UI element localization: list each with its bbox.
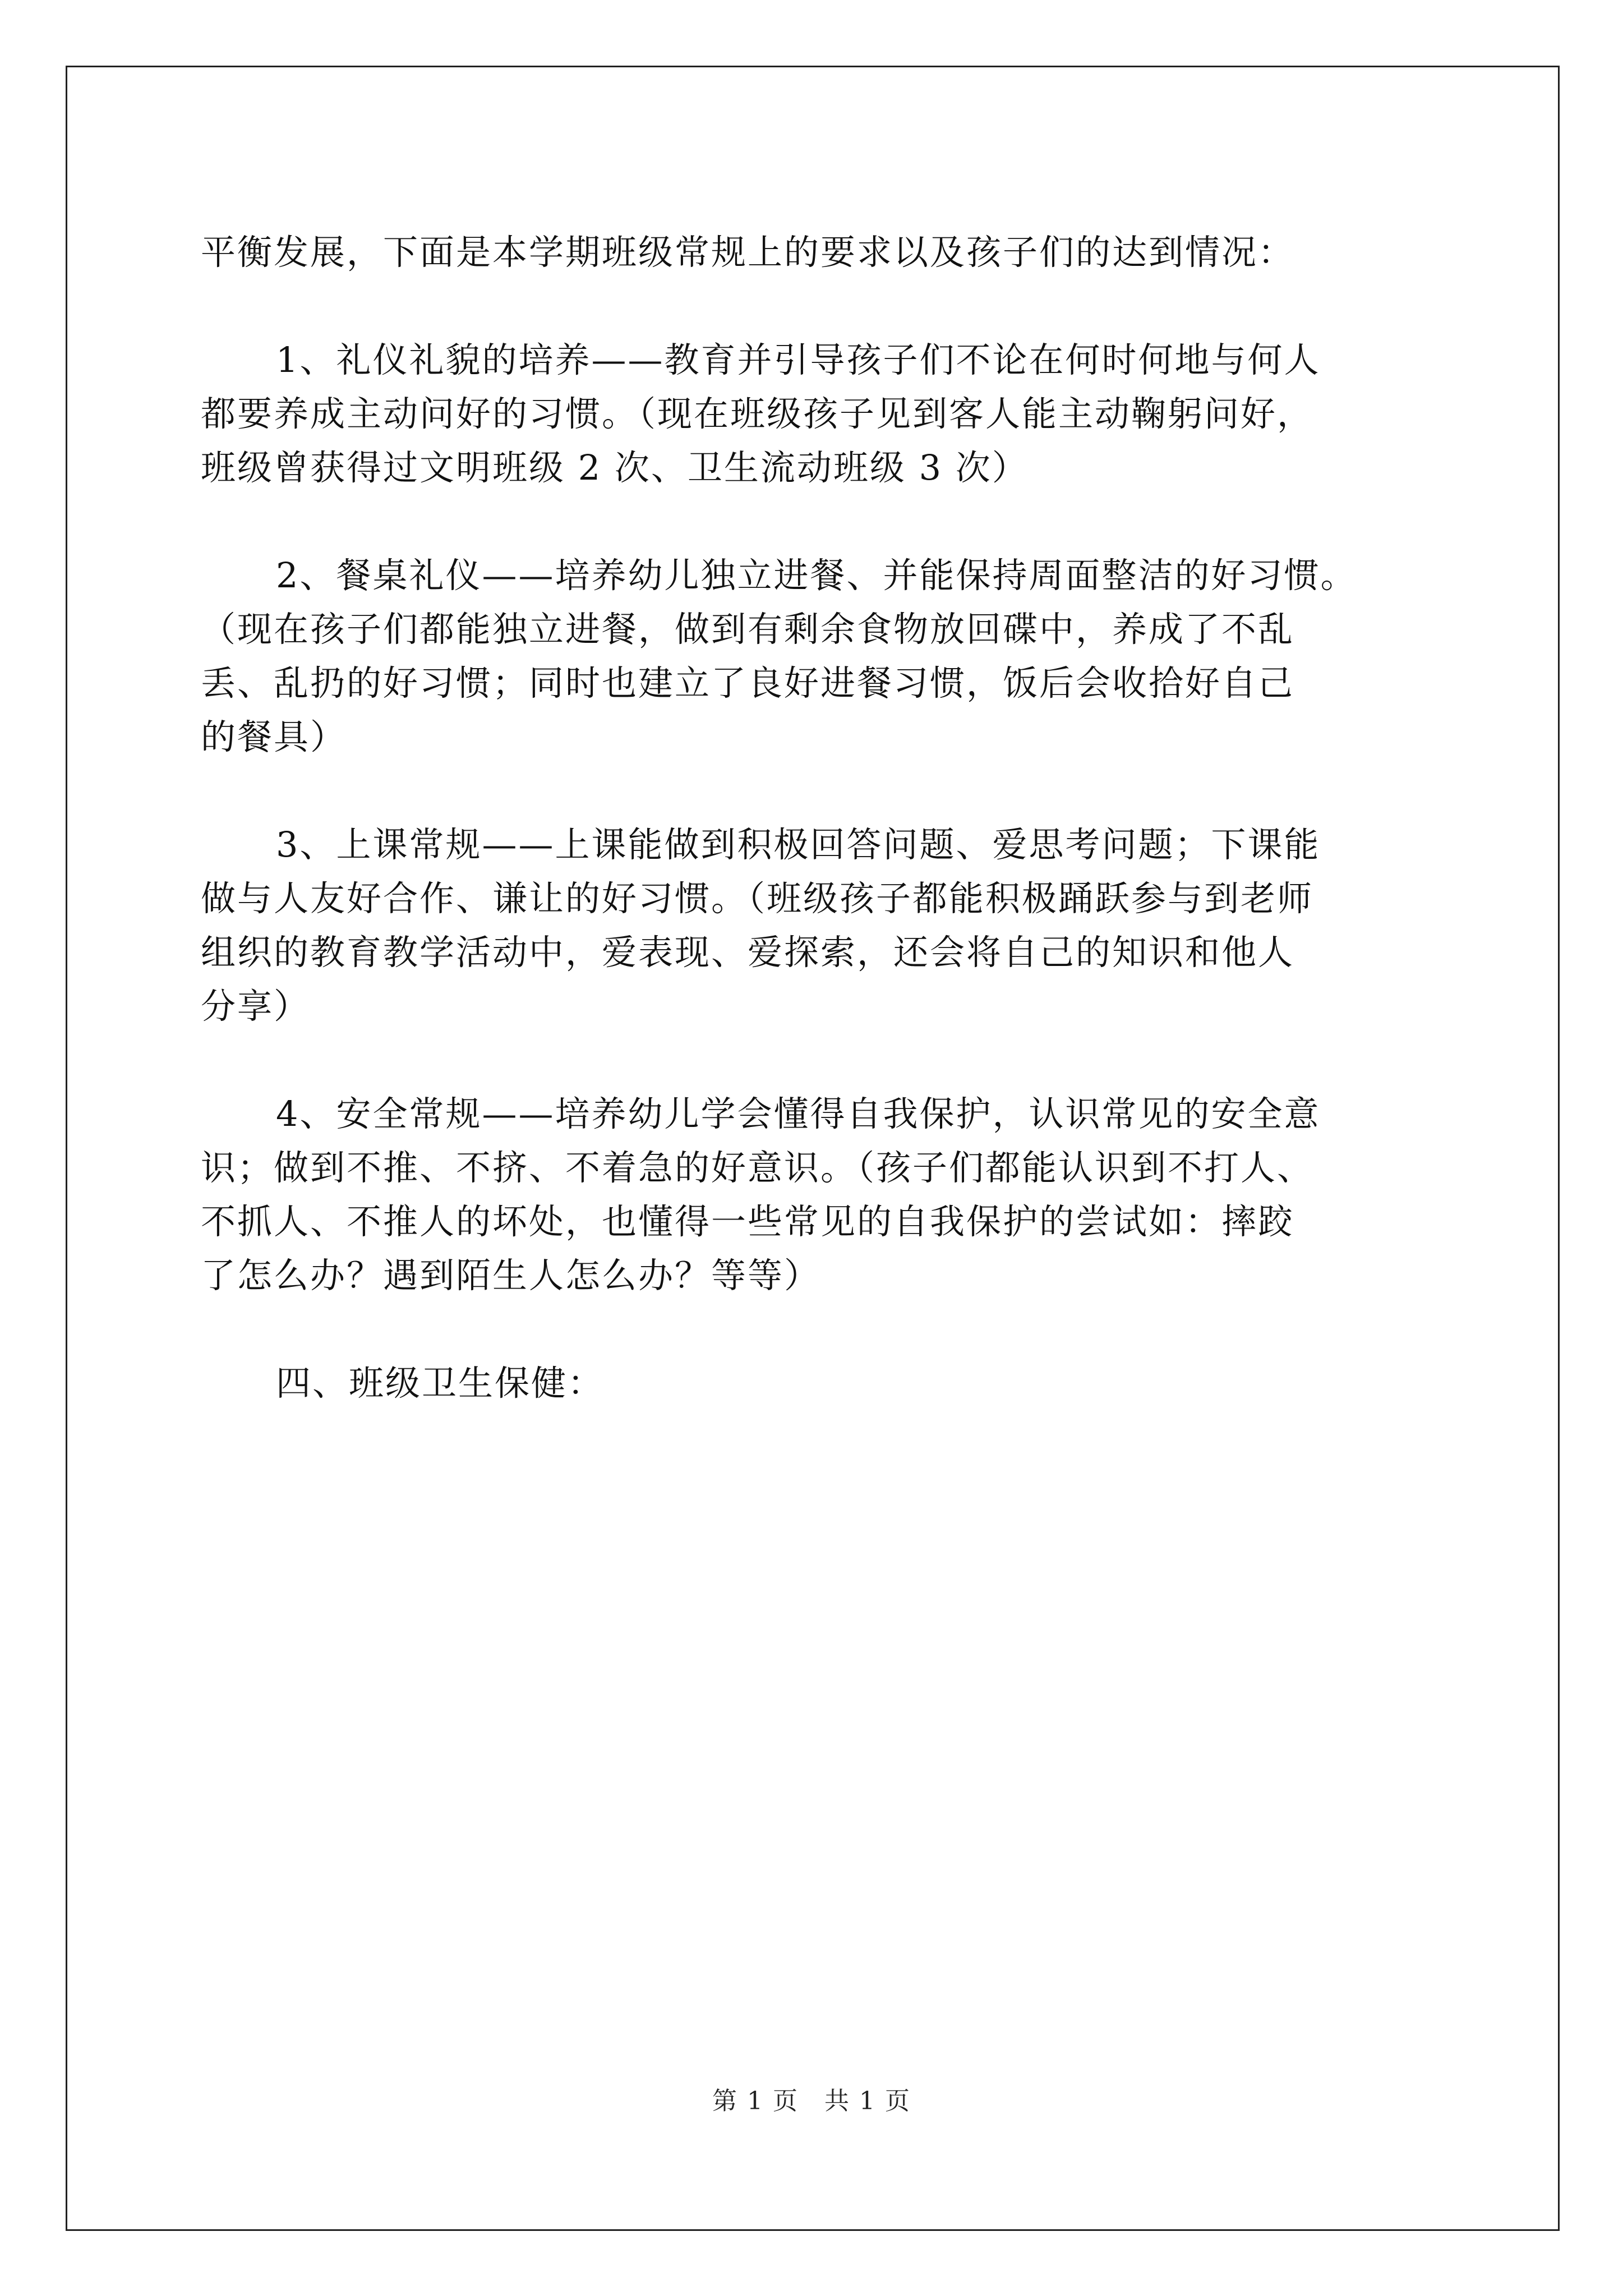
paragraph-intro [201, 226, 1435, 279]
paragraph-table-manners [201, 549, 1435, 764]
paragraph-spacer [201, 764, 1435, 818]
text-line: 不抓人、不推人的坏处，也懂得一些常见的自我保护的尝试如：摔跤 [201, 1201, 1295, 1242]
text-line: 四、班级卫生保健： [276, 1363, 605, 1404]
text-line: （现在孩子们都能独立进餐，做到有剩余食物放回碟中，养成了不乱 [201, 609, 1295, 650]
text-line: 3、上课常规——上课能做到积极回答问题、爱思考问题；下课能 [276, 824, 1321, 865]
paragraph-spacer [201, 1033, 1435, 1087]
text-line: 了怎么办？遇到陌生人怎么办？等等） [201, 1255, 821, 1296]
text-line: 4、安全常规——培养幼儿学会懂得自我保护，认识常见的安全意 [276, 1093, 1321, 1134]
paragraph-spacer [201, 1303, 1435, 1356]
paragraph-spacer [201, 495, 1435, 549]
text-line: 做与人友好合作、谦让的好习惯。（班级孩子都能积极踊跃参与到老师 [201, 878, 1314, 919]
text-line: 的餐具） [201, 716, 347, 757]
text-line: 都要养成主动问好的习惯。（现在班级孩子见到客人能主动鞠躬问好， [201, 393, 1314, 434]
text-line: 分享） [201, 986, 311, 1027]
paragraph-safety-routine [201, 1087, 1435, 1303]
paragraph-spacer [201, 279, 1435, 333]
page-footer: 第 1 页 共 1 页 [712, 2087, 911, 2115]
text-line: 丢、乱扔的好习惯；同时也建立了良好进餐习惯，饭后会收拾好自己 [201, 662, 1295, 703]
document-body [201, 226, 1435, 1410]
text-line: 平衡发展，下面是本学期班级常规上的要求以及孩子们的达到情况： [201, 232, 1295, 273]
text-line: 2、餐桌礼仪——培养幼儿独立进餐、并能保持周面整洁的好习惯。 [276, 555, 1357, 596]
text-line: 1、礼仪礼貌的培养——教育并引导孩子们不论在何时何地与何人 [276, 339, 1321, 380]
text-line: 识；做到不推、不挤、不着急的好意识。（孩子们都能认识到不打人、 [201, 1147, 1314, 1188]
text-line: 组织的教育教学活动中，爱表现、爱探索，还会将自己的知识和他人 [201, 932, 1295, 973]
text-line: 班级曾获得过文明班级 2 次、卫生流动班级 3 次） [201, 447, 1029, 488]
paragraph-class-routine [201, 818, 1435, 1033]
paragraph-etiquette [201, 333, 1435, 495]
section-heading-hygiene [201, 1356, 1435, 1410]
